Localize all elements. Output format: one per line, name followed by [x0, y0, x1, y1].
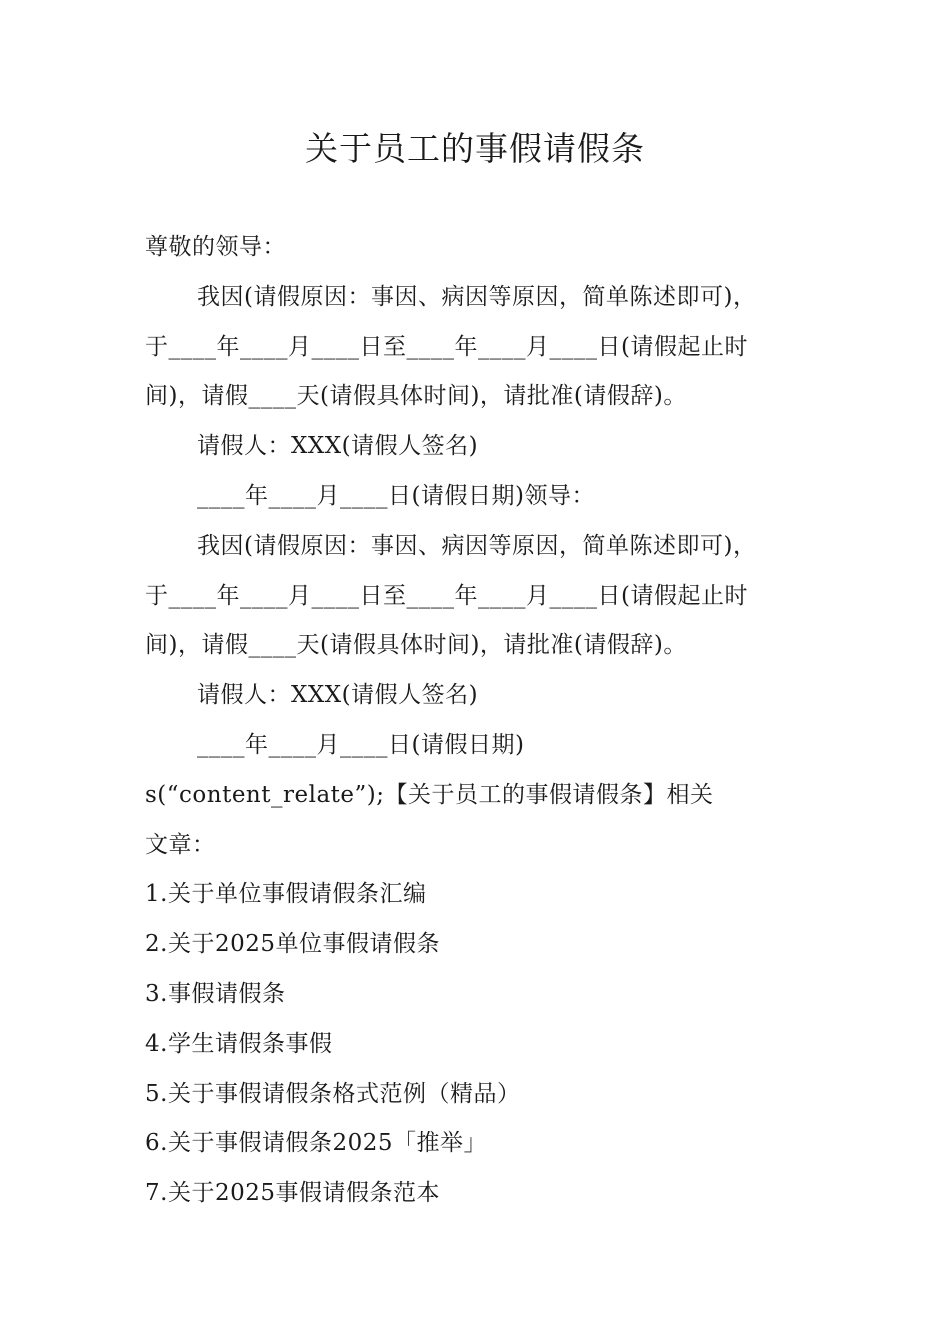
body-line: 请假人：XXX(请假人签名)	[197, 433, 479, 460]
body-line: 请假人：XXX(请假人签名)	[197, 682, 479, 709]
body-line: ____年____月____日(请假日期)	[197, 731, 525, 758]
body-line: 尊敬的领导：	[145, 234, 286, 260]
body-line: ____年____月____日(请假日期)领导：	[197, 482, 595, 509]
related-article-link[interactable]: 5.关于事假请假条格式范例（精品）	[145, 1080, 521, 1107]
document-title: 关于员工的事假请假条	[305, 129, 645, 168]
body-line: 于____年____月____日至____年____月____日(请假起止时	[145, 582, 748, 609]
related-article-link[interactable]: 6.关于事假请假条2025「推举」	[145, 1130, 487, 1157]
body-line: s(“content_relate”);【关于员工的事假请假条】相关	[145, 781, 714, 808]
document-body	[145, 223, 810, 1219]
body-line: 间)，请假____天(请假具体时间)，请批准(请假辞)。	[145, 632, 687, 659]
related-article-link[interactable]: 7.关于2025事假请假条范本	[145, 1180, 440, 1207]
body-line: 于____年____月____日至____年____月____日(请假起止时	[145, 333, 748, 360]
body-line: 间)，请假____天(请假具体时间)，请批准(请假辞)。	[145, 383, 687, 410]
related-article-link[interactable]: 2.关于2025单位事假请假条	[145, 931, 440, 958]
related-article-link[interactable]: 4.学生请假条事假	[145, 1030, 333, 1057]
body-line: 文章：	[145, 831, 216, 858]
related-article-link[interactable]: 3.事假请假条	[145, 980, 286, 1007]
body-line: 我因(请假原因：事因、病因等原因，简单陈述即可)，	[197, 532, 757, 559]
body-line: 我因(请假原因：事因、病因等原因，简单陈述即可)，	[197, 283, 757, 310]
related-articles-list	[145, 870, 810, 1219]
related-article-link[interactable]: 1.关于单位事假请假条汇编	[145, 881, 427, 908]
